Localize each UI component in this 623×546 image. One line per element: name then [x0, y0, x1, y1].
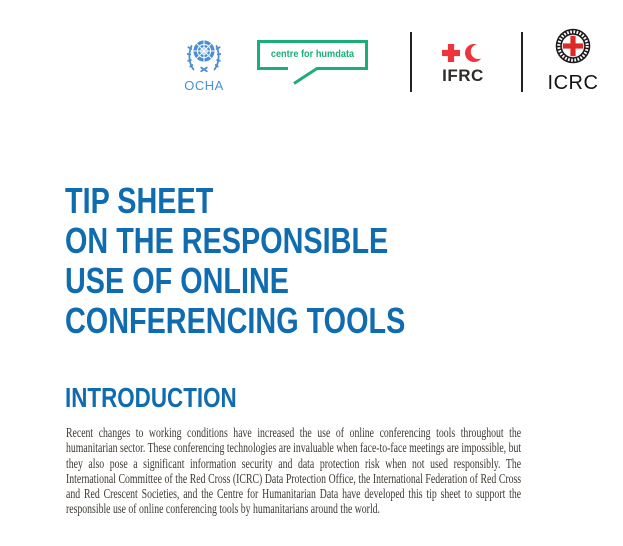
page-title-line: CONFERENCING TOOLS — [65, 300, 406, 341]
red-crescent-icon — [465, 44, 484, 62]
icrc-logo — [546, 28, 600, 95]
logo-bar — [0, 0, 623, 110]
page-title-line: USE OF ONLINE — [65, 260, 290, 301]
page-title-line: TIP SHEET — [65, 180, 214, 221]
un-emblem-icon — [187, 36, 221, 72]
icrc-wordmark: ICRC — [547, 72, 599, 94]
humdata-logo — [257, 40, 368, 86]
header-divider — [521, 32, 523, 92]
header-divider — [410, 32, 412, 92]
page-title-line: ON THE RESPONSIBLE — [65, 220, 389, 261]
introduction-paragraph: Recent changes to working conditions have increased the use of online conferencing tools throughout the humanitarian sector. These conferencing technologies are invaluable when face-to-face meetings are impossible, but they also pose a significant information security and data protection risk when not used responsibly. The International Committee of the Red Cross (ICRC) Data Protection Office, the International Federation of Red Cross and Red Crescent Societies, and the Centre for Humanitarian Data have developed this tip sheet to support the responsible use of online conferencing tools by humanitarians around the world. — [66, 426, 522, 518]
icrc-emblem-icon — [555, 28, 591, 64]
ifrc-logo — [439, 44, 487, 86]
page-title — [65, 181, 490, 341]
section-heading-introduction: INTRODUCTION — [65, 382, 237, 413]
ifrc-wordmark: IFRC — [442, 66, 484, 85]
ocha-wordmark: OCHA — [184, 78, 224, 93]
humdata-wordmark: centre for humdata — [270, 49, 355, 60]
ocha-logo — [183, 36, 225, 93]
red-cross-icon — [442, 44, 460, 62]
ifrc-symbols — [439, 44, 487, 62]
